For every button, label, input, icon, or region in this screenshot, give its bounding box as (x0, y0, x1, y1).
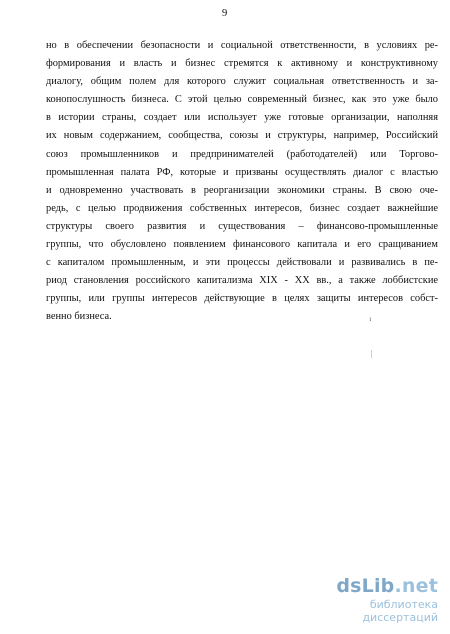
text-line: промышленная палата РФ, которые и призваны осуществлять диалог с властью (46, 166, 438, 178)
body-text (46, 37, 438, 327)
text-line: союз промышленников и предпринимателей (работодателей) или Торгово- (46, 148, 438, 160)
text-line: но в обеспечении безопасности и социальной ответственности, в условиях ре- (46, 40, 438, 51)
text-line: диалогу, общим полем для которого служит социальная ответственность и за- (46, 76, 438, 88)
text-line: формирования и власть и бизнес стремятся к активному и конструктивному (46, 58, 438, 70)
text-line: их новым содержанием, сообщества, союзы и структуры, например, Российский (46, 130, 438, 142)
watermark-tagline: библиотека диссертаций (362, 598, 438, 624)
watermark-logo-left: dsLib (336, 575, 395, 597)
watermark-logo (318, 575, 438, 597)
scan-artifact (371, 350, 372, 358)
text-line: группы, или группы интересов действующие в целях защиты интересов собст- (46, 293, 438, 305)
text-line: и одновременно участвовать в реорганизации экономики страны. В свою оче- (46, 184, 438, 196)
text-line: риод становления российского капитализма XIX - XX вв., а также лоббистские (46, 275, 438, 287)
text-line: редь, с целью продвижения собственных интересов, бизнес создает важнейшие (46, 202, 438, 214)
page-number: 9 (222, 8, 228, 19)
text-line: в истории страны, создает или использует уже готовые организации, наполняя (46, 112, 438, 124)
text-line-last: венно бизнеса. (46, 311, 112, 323)
watermark (318, 575, 438, 624)
footnote-mark: 1 (369, 318, 372, 323)
text-line: конопослушность бизнеса. С этой целью современный бизнес, как это уже было (46, 94, 438, 106)
text-line: с капиталом промышленным, и эти процессы действовали и развивались в пе- (46, 257, 438, 269)
watermark-logo-right: .net (394, 575, 438, 597)
text-line: структуры своего развития и существования – финансово-промышленные (46, 220, 438, 232)
text-line: группы, что обусловлено появлением финансового капитала и его сращиванием (46, 239, 438, 251)
